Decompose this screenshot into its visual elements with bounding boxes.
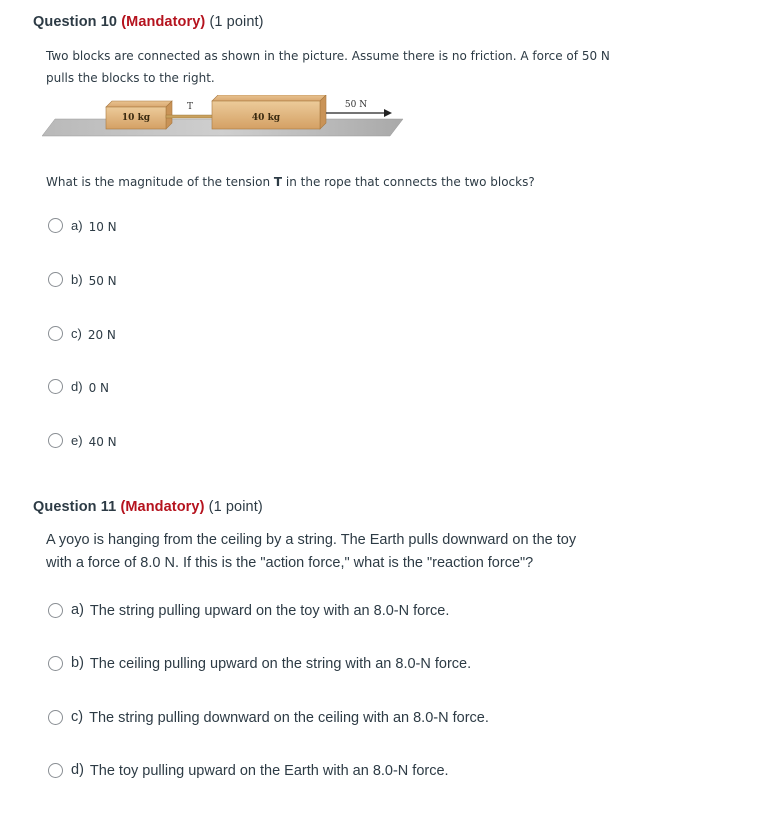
- option-letter: e): [71, 433, 83, 448]
- option-text: The string pulling downward on the ceiling with an 8.0-N force.: [89, 710, 489, 726]
- points-label: (1 point): [209, 14, 264, 30]
- mandatory-label: (Mandatory): [120, 499, 205, 515]
- option-text: 50 N: [88, 274, 117, 288]
- prompt-bold-T: T: [273, 175, 283, 189]
- answer-option-c[interactable]: [48, 708, 489, 726]
- rope: [166, 115, 214, 118]
- answer-option-a[interactable]: [48, 601, 449, 619]
- mandatory-label: (Mandatory): [121, 14, 206, 30]
- option-letter: c): [71, 709, 84, 725]
- question-10-title: [33, 14, 264, 30]
- option-text: The ceiling pulling upward on the string with an 8.0-N force.: [89, 656, 472, 672]
- option-letter: b): [71, 655, 84, 671]
- option-text: 10 N: [88, 220, 117, 234]
- question-11-title: [33, 499, 263, 515]
- radio-button[interactable]: [48, 218, 63, 233]
- answer-option-c[interactable]: [48, 325, 116, 342]
- option-letter: a): [71, 218, 83, 233]
- points-label: (1 point): [208, 499, 263, 515]
- option-text: The toy pulling upward on the Earth with an 8.0-N force.: [89, 763, 449, 779]
- radio-button[interactable]: [48, 710, 63, 725]
- answer-option-e[interactable]: [48, 432, 117, 449]
- radio-button[interactable]: [48, 379, 63, 394]
- force-label: 50 N: [344, 100, 368, 110]
- radio-button[interactable]: [48, 433, 63, 448]
- radio-button[interactable]: [48, 763, 63, 778]
- question-text-line: with a force of 8.0 N. If this is the "action force," what is the "reaction force"?: [46, 555, 534, 571]
- radio-button[interactable]: [48, 656, 63, 671]
- option-letter: b): [71, 272, 83, 287]
- question-number: Question 11: [33, 499, 117, 515]
- question-text-line: Two blocks are connected as shown in the picture. Assume there is no friction. A force of 50 N: [46, 49, 610, 63]
- option-text: 40 N: [88, 435, 117, 449]
- radio-button[interactable]: [48, 326, 63, 341]
- option-letter: d): [71, 379, 83, 394]
- answer-option-b[interactable]: [48, 271, 117, 288]
- answer-option-b[interactable]: [48, 654, 471, 672]
- answer-option-a[interactable]: [48, 217, 117, 234]
- block-small-label: 10 kg: [121, 113, 151, 123]
- question-10-prompt: [46, 171, 535, 193]
- option-letter: a): [71, 602, 84, 618]
- option-text: The string pulling upward on the toy with an 8.0-N force.: [89, 603, 450, 619]
- option-text: 20 N: [87, 328, 116, 342]
- answer-option-d[interactable]: [48, 761, 449, 779]
- question-text-line: A yoyo is hanging from the ceiling by a string. The Earth pulls downward on the toy: [46, 532, 577, 548]
- option-letter: d): [71, 762, 84, 778]
- block-large-label: 40 kg: [251, 113, 281, 123]
- prompt-text: in the rope that connects the two blocks?: [282, 175, 535, 189]
- question-number: Question 10: [33, 14, 118, 30]
- option-letter: c): [71, 326, 82, 341]
- force-arrowhead: [384, 109, 392, 117]
- radio-button[interactable]: [48, 272, 63, 287]
- question-11-text: [46, 529, 576, 575]
- option-text: 0 N: [88, 381, 109, 395]
- prompt-text: What is the magnitude of the tension: [46, 175, 274, 189]
- blocks-diagram: [42, 95, 410, 140]
- question-text-line: pulls the blocks to the right.: [46, 71, 215, 85]
- answer-option-d[interactable]: [48, 378, 109, 395]
- radio-button[interactable]: [48, 603, 63, 618]
- rope-label: T: [186, 102, 194, 112]
- question-10-text: [46, 45, 610, 89]
